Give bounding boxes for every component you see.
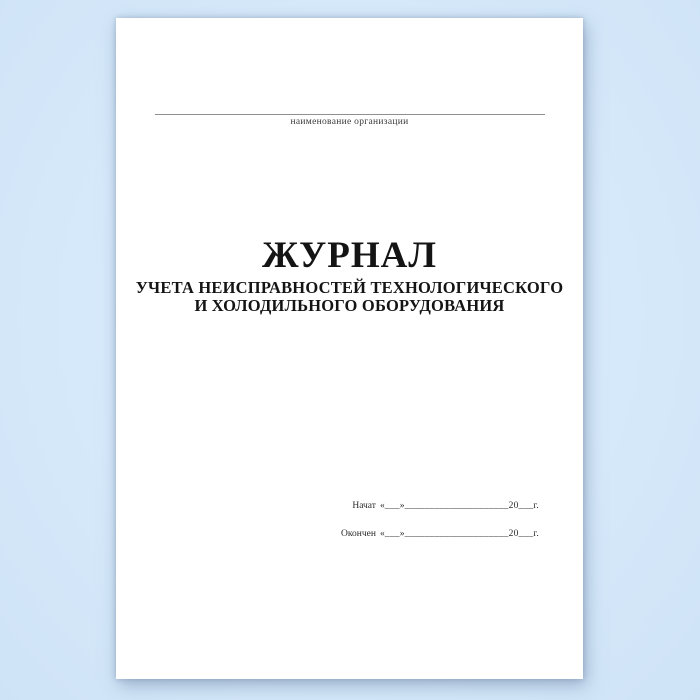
journal-subtitle-line2: И ХОЛОДИЛЬНОГО ОБОРУДОВАНИЯ <box>194 296 505 315</box>
journal-title: ЖУРНАЛ <box>262 235 437 276</box>
started-row <box>334 501 539 511</box>
started-blank-value: «___»_____________________20___г. <box>379 501 539 511</box>
organization-name-caption: наименование организации <box>290 117 409 127</box>
journal-subtitle-line1: УЧЕТА НЕИСПРАВНОСТЕЙ ТЕХНОЛОГИЧЕСКОГО <box>135 278 564 297</box>
started-label: Начат <box>352 501 376 511</box>
dates-block <box>334 501 539 539</box>
organization-name-block <box>116 114 583 127</box>
finished-label: Окончен <box>341 529 376 539</box>
finished-row <box>334 529 539 539</box>
organization-name-blank-line <box>155 114 545 115</box>
finished-blank-value: «___»_____________________20___г. <box>379 529 539 539</box>
journal-cover-page <box>116 18 583 679</box>
title-block <box>116 236 583 315</box>
